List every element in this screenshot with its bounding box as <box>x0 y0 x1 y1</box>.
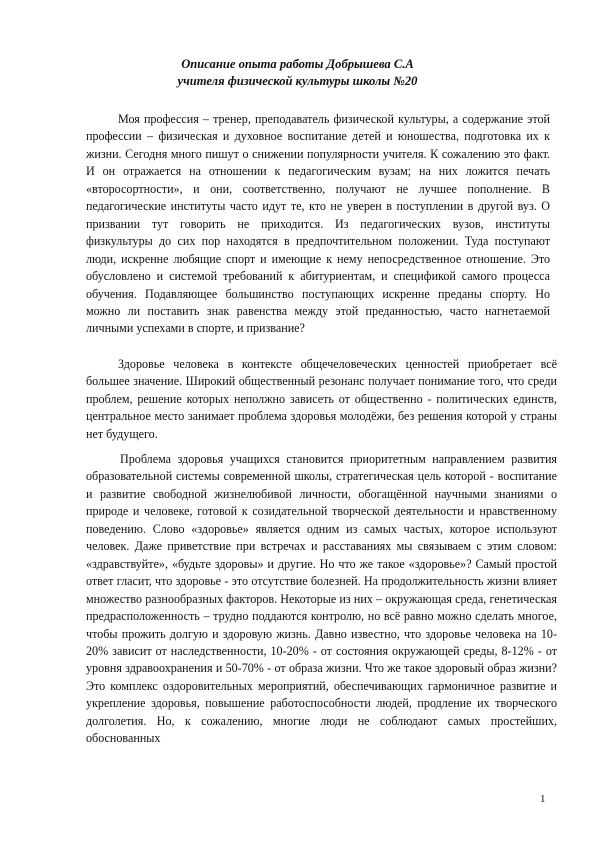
title-line-1: Описание опыта работы Добрышева С.А <box>181 57 414 71</box>
paragraph-profession: Моя профессия – тренер, преподаватель физической культуры, а содержание этой профессии – физическая и духовное воспитание детей и юношества, подготовка их к жизни. Сегодня много пишут о снижении популярности учителя. К сожалению это факт. И он отражается на отношении к педагогическим вузам; на них ложится печать «второсортности», и они, соответственно, получают не лучшее пополнение. В педагогические институты часто идут те, кто не уверен в поступлении в другой вуз. О призвании тут говорить не приходится. Из педагогических вузов, институты физкультуры до сих пор находятся в предпочтительном положении. Туда поступают люди, искренне любящие спорт и имеющие к нему непосредственное отношение. Это обусловлено и системой требований к абитуриентам, и спецификой самого процесса обучения. Подавляющее большинство поступающих искренне преданы спорту. Но можно ли поставить знак равенства между этой преданностью, часто нагнетаемой личными успехами в спорте, и призвание? <box>86 112 550 336</box>
page-number: 1 <box>540 793 546 805</box>
paragraph-health-values: Здоровье человека в контексте общечеловеческих ценностей приобретает всё большее значение. Широкий общественный резонанс получает понимание того, что среди проблем, решение которых неполжно зависеть от общественно - политических единств, центральное место занимает проблема здоровья молодёжи, без решения которой у страны нет будущего. <box>86 357 557 441</box>
document-title <box>0 56 595 90</box>
title-line-2: учителя физической культуры школы №20 <box>177 74 418 88</box>
paragraph-student-health: Проблема здоровья учащихся становится приоритетным направлением развития образовательной системы современной школы, стратегическая цель которой - воспитание и развитие свободной жизнелюбивой личности, обогащённой научными знаниями о природе и человеке, готовой к созидательной творческой деятельности и нравственному поведению. Слово «здоровье» является одним из самых частых, которое используют человек. Даже приветствие при встречах и расставаниях мы связываем с этим словом: «здравствуйте», «будьте здоровы» и другие. Но что же такое «здоровье»? Самый простой ответ гласит, что здоровье - это отсутствие болезней. На продолжительность жизни влияет множество разнообразных факторов. Некоторые из них – окружающая среда, генетическая предрасположенность – трудно поддаются контролю, но всё равно можно сделать многое, чтобы прожить долгую и здоровую жизнь. Давно известно, что здоровье человека на 10-20% зависит от наследственности, 10-20% - от состояния окружающей среды, 8-12% - от уровня здравоохранения и 50-70% - от образа жизни. Что же такое здоровый образ жизни? Это комплекс оздоровительных мероприятий, обеспечивающих гармоничное развитие и укрепление здоровья, повышение работоспособности людей, продление их творческого долголетия. Но, к сожалению, многие люди не соблюдают самых простейших, обоснованных <box>86 452 557 746</box>
